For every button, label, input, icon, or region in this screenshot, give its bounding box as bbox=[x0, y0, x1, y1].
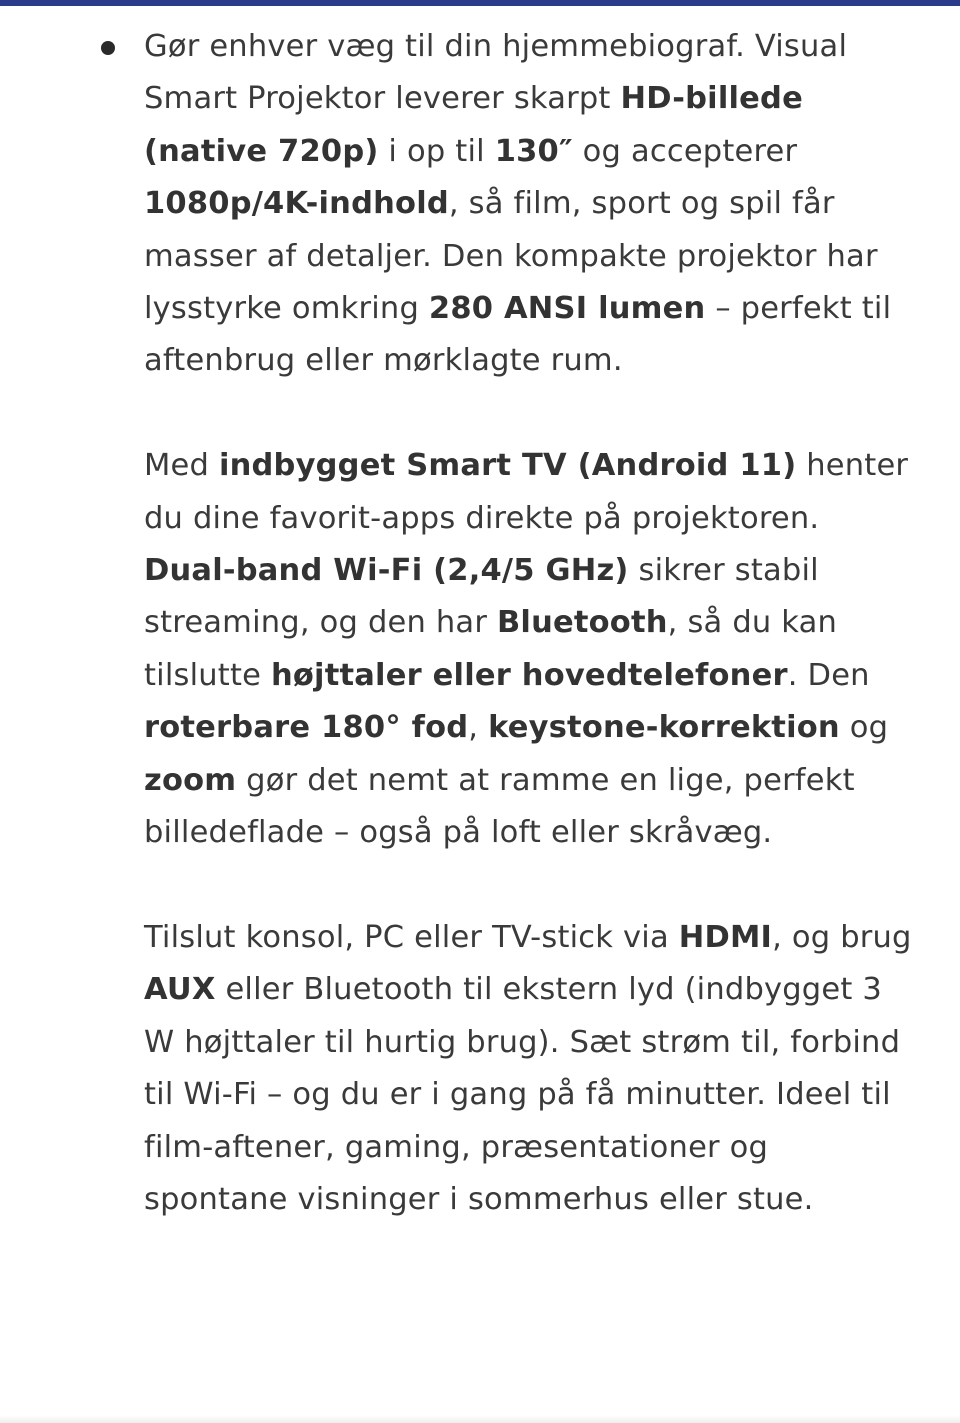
bold-text-segment: keystone-korrektion bbox=[488, 710, 840, 746]
bullet-dot-icon bbox=[101, 41, 115, 55]
paragraph-3 bbox=[144, 912, 920, 1226]
top-accent-bar bbox=[0, 0, 960, 6]
text-segment: . Den bbox=[787, 657, 870, 693]
text-segment: eller Bluetooth til ekstern lyd (indbygget 3 W højttaler til hurtig brug). Sæt strøm til, forbind til Wi-Fi – og du er i gang på få minutter. Ideel til film-aftener, gaming, præsentationer og spontane visninger i sommerhus eller stue. bbox=[144, 972, 901, 1217]
bold-text-segment: HDMI bbox=[678, 919, 773, 955]
bold-text-segment: indbygget Smart TV (Android 11) bbox=[218, 448, 797, 484]
text-segment: sikrer stabil streaming, og den har bbox=[144, 553, 819, 641]
text-segment: – perfekt til aftenbrug eller mørklagte rum. bbox=[144, 291, 892, 379]
text-segment: gør det nemt at ramme en lige, perfekt billedeflade – også på loft eller skråvæg. bbox=[144, 762, 855, 851]
text-segment: , bbox=[468, 710, 489, 746]
bottom-edge bbox=[0, 1415, 960, 1423]
text-segment: og bbox=[839, 710, 889, 746]
bold-text-segment: roterbare 180° fod bbox=[144, 710, 469, 746]
text-segment: og accepterer bbox=[572, 133, 798, 169]
text-segment: henter du dine favorit-apps direkte på projektoren. bbox=[144, 448, 909, 536]
list-item bbox=[0, 21, 960, 1226]
bold-text-segment: højttaler eller hovedtelefoner bbox=[270, 657, 788, 693]
bold-text-segment: 1080p/4K-indhold bbox=[144, 186, 449, 222]
text-segment: i op til bbox=[378, 133, 495, 169]
text-segment: Med bbox=[144, 448, 219, 484]
bold-text-segment: AUX bbox=[144, 972, 216, 1008]
text-segment: Gør enhver væg til din hjemmebiograf. Visual Smart Projektor leverer skarpt bbox=[144, 29, 848, 117]
text-segment: , så du kan tilslutte bbox=[144, 605, 838, 693]
text-segment: , og brug bbox=[772, 919, 912, 955]
bold-text-segment: Bluetooth bbox=[496, 605, 668, 641]
bold-text-segment: 130″ bbox=[494, 133, 573, 169]
paragraph-2 bbox=[144, 440, 920, 859]
bold-text-segment: HD-billede (native 720p) bbox=[144, 81, 803, 169]
bold-text-segment: 280 ANSI lumen bbox=[428, 291, 706, 327]
text-segment: , så film, sport og spil får masser af detaljer. Den kompakte projektor har lysstyrke omkring bbox=[144, 186, 878, 327]
bold-text-segment: Dual-band Wi-Fi (2,4/5 GHz) bbox=[144, 553, 629, 589]
paragraph-1 bbox=[144, 21, 920, 388]
bold-text-segment: zoom bbox=[144, 762, 237, 798]
feature-bullet-list bbox=[0, 21, 960, 1226]
text-segment: Tilslut konsol, PC eller TV-stick via bbox=[144, 919, 679, 955]
